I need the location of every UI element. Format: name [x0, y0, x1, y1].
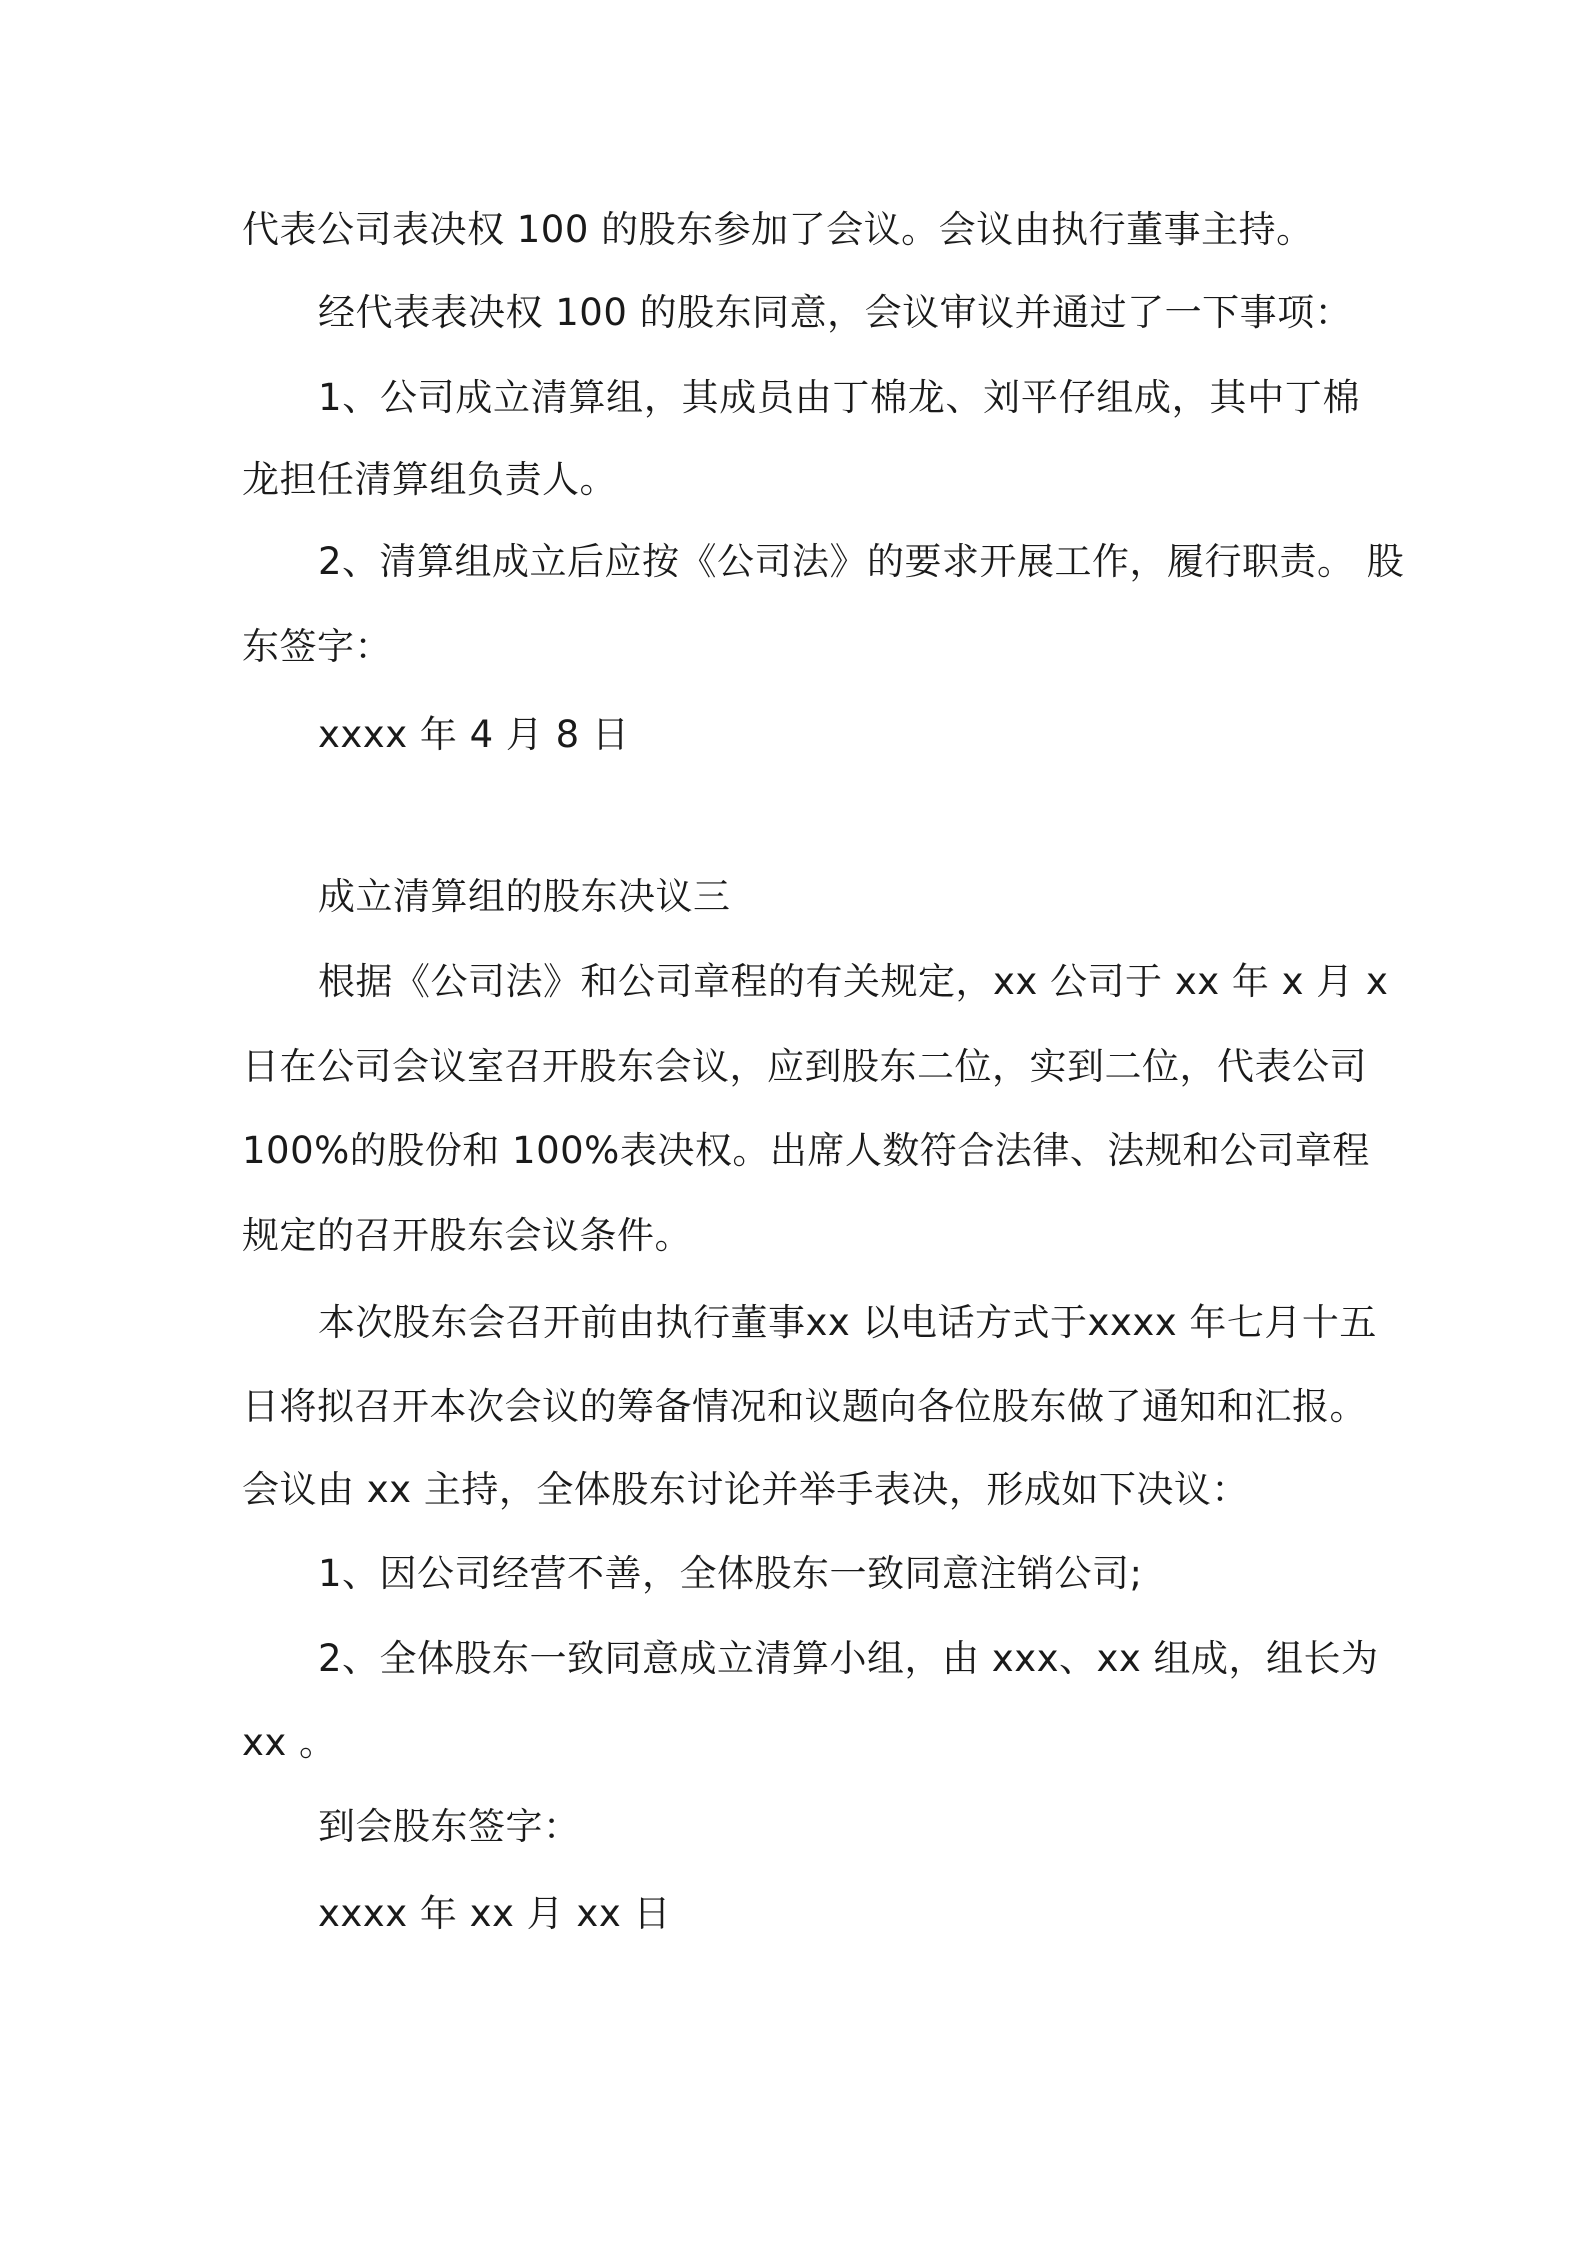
text-line: 2、全体股东一致同意成立清算小组，由 xxx、xx 组成，组长为: [318, 1637, 1379, 1680]
text-line: 代表公司表决权 100 的股东参加了会议。会议由执行董事主持。: [242, 208, 1314, 251]
date-line: xxxx 年 4 月 8 日: [318, 713, 630, 756]
text-line: 本次股东会召开前由执行董事xx 以电话方式于xxxx 年七月十五: [318, 1301, 1377, 1344]
text-line: 2、清算组成立后应按《公司法》的要求开展工作，履行职责。 股: [318, 540, 1405, 583]
date-line: xxxx 年 xx 月 xx 日: [318, 1892, 671, 1935]
text-line: 规定的召开股东会议条件。: [242, 1214, 692, 1257]
text-line: 会议由 xx 主持，全体股东讨论并举手表决，形成如下决议：: [242, 1468, 1249, 1511]
signature-label: 到会股东签字：: [318, 1805, 581, 1848]
text-line: 龙担任清算组负责人。: [242, 458, 617, 501]
section-title: 成立清算组的股东决议三: [318, 875, 731, 918]
text-line: 东签字：: [242, 625, 392, 668]
text-line: 1、因公司经营不善，全体股东一致同意注销公司;: [318, 1552, 1143, 1595]
text-line: 1、公司成立清算组，其成员由丁棉龙、刘平仔组成，其中丁棉: [318, 376, 1360, 419]
text-line: 经代表表决权 100 的股东同意，会议审议并通过了一下事项：: [318, 291, 1353, 334]
text-line: 日在公司会议室召开股东会议，应到股东二位，实到二位，代表公司: [242, 1045, 1367, 1088]
text-line: 日将拟召开本次会议的筹备情况和议题向各位股东做了通知和汇报。: [242, 1385, 1367, 1428]
text-line: 根据《公司法》和公司章程的有关规定，xx 公司于 xx 年 x 月 x: [318, 960, 1389, 1003]
text-line: xx 。: [242, 1721, 337, 1764]
text-line: 100%的股份和 100%表决权。出席人数符合法律、法规和公司章程: [242, 1129, 1370, 1172]
